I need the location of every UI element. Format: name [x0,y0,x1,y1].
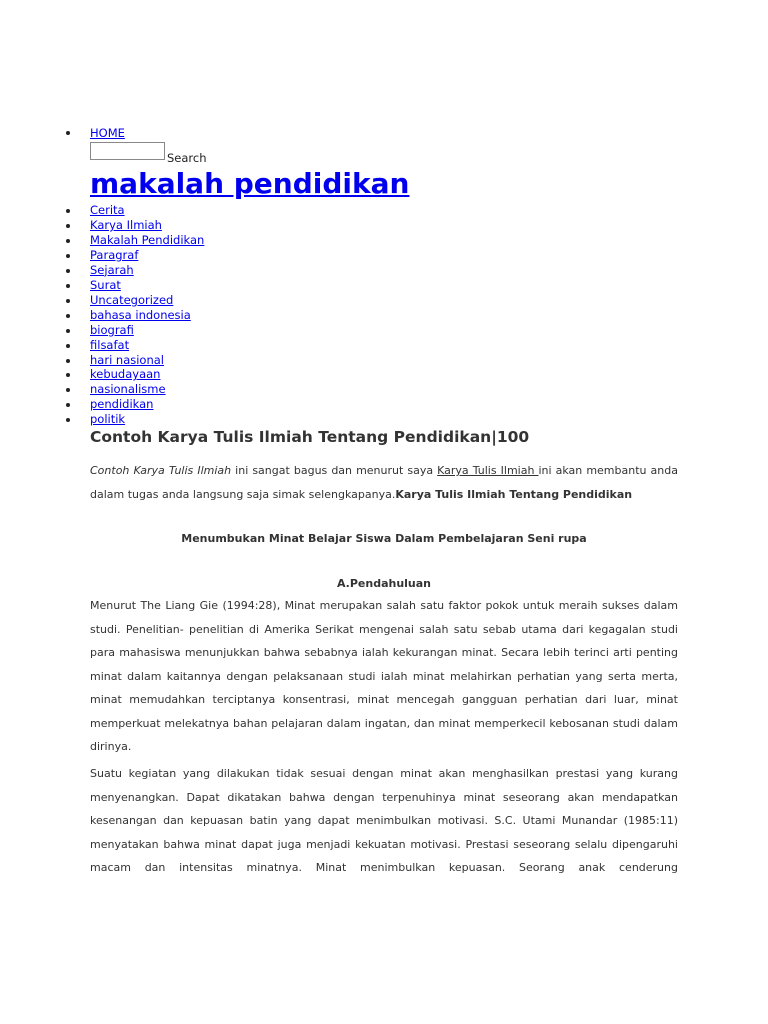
category-link[interactable]: Cerita [90,203,125,217]
bullet [66,224,70,228]
category-link[interactable]: Sejarah [90,262,134,277]
bullet [66,359,70,363]
bullet [66,131,70,135]
category-link[interactable]: biografi [90,322,134,337]
site-title[interactable]: makalah pendidikan [90,167,410,200]
bullet [66,269,70,273]
category-link[interactable]: bahasa indonesia [90,307,191,322]
category-link[interactable]: Uncategorized [90,292,174,307]
category-link[interactable]: Surat [90,277,121,292]
category-link[interactable]: hari nasional [90,352,165,367]
body-paragraph-1: Menurut The Liang Gie (1994:28), Minat merupakan salah satu faktor pokok untuk meraih sukses dalam studi. Penelitian- penelitian di Amerika Serikat mengenai salah satu sebab utama dari kegagalan studi para mahasiswa menunjukkan bahwa sebabnya ialah kekurangan minat. Secara lebih terinci arti penting minat dalam kaitannya dengan pelaksanaan studi ialah minat melahirkan perhatian yang serta merta, minat memudahkan terciptanya konsentrasi, minat mencegah gangguan perhatian dari luar, minat memperkuat melekatnya bahan pelajaran dalam ingatan, dan minat memperkecil kebosanan studi dalam dirinya. [90,599,678,753]
category-link[interactable]: Paragraf [90,247,139,262]
search-input[interactable] [90,142,165,160]
bullet [66,388,70,392]
intro-text-2: ini akan membantu anda dalam tugas anda langsung saja simak selengkapanya. [90,464,678,501]
category-link[interactable]: filsafat [90,337,130,352]
bullet [66,418,70,422]
bullet [66,254,70,258]
category-link[interactable]: kebudayaan [90,367,161,382]
post-intro [90,459,678,506]
bullet [66,314,70,318]
body-paragraph-2: Suatu kegiatan yang dilakukan tidak sesuai dengan minat akan menghasilkan prestasi yang kurang menyenangkan. Dapat dikatakan bahwa dengan terpenuhinya minat seseorang akan mendapatkan kesenangan dan kepuasan batin yang dapat menimbulkan motivasi. S.C. Utami Munandar (1985:11) menyatakan bahwa minat dapat juga menjadi kekuatan motivasi. Prestasi seseorang selalu dipengaruhi macam dan intensitas minatnya. Minat menimbulkan kepuasan. Seorang anak cenderung [90,767,678,874]
bullet [66,299,70,303]
section-heading: A.Pendahuluan [336,577,432,590]
post-subtitle: Menumbukan Minat Belajar Siswa Dalam Pembelajaran Seni rupa [181,532,587,545]
bullet [66,209,70,213]
intro-text-1: ini sangat bagus dan menurut saya [231,464,438,477]
category-link[interactable]: Makalah Pendidikan [90,232,205,247]
bullet [66,344,70,348]
intro-italic-lead: Contoh Karya Tulis Ilmiah [90,464,232,477]
category-link[interactable]: nasionalisme [90,382,166,397]
post-title: Contoh Karya Tulis Ilmiah Tentang Pendidikan|100 [90,428,530,446]
category-link[interactable]: pendidikan [90,397,154,412]
bullet [66,239,70,243]
bullet [66,403,70,407]
bullet [66,373,70,377]
bullet [66,284,70,288]
category-link[interactable]: Karya Ilmiah [90,217,162,232]
nav-home-link[interactable]: HOME [90,126,125,140]
intro-bold-tail: Karya Tulis Ilmiah Tentang Pendidikan [395,487,633,501]
bullet [66,329,70,333]
karya-tulis-ilmiah-link[interactable]: Karya Tulis Ilmiah [437,464,539,477]
category-link[interactable]: politik [90,412,126,427]
search-label: Search [167,151,207,165]
